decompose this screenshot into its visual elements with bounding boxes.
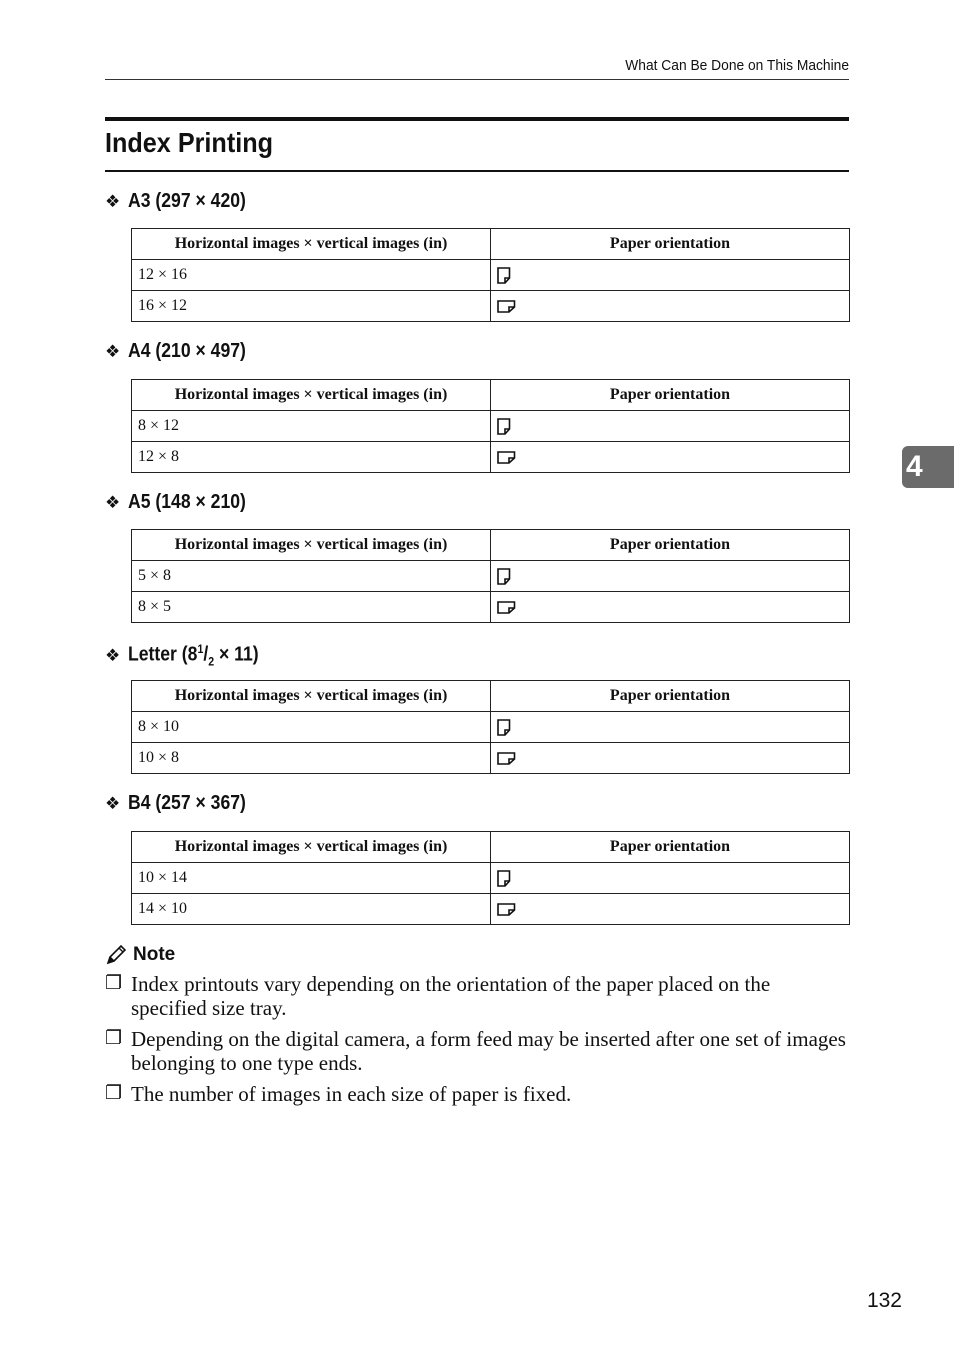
diamond-bullet-icon: ❖ — [105, 342, 121, 361]
section-heading-text: B4 (257 × 367) — [128, 792, 247, 814]
portrait-paper-icon — [497, 568, 511, 585]
table-row — [132, 291, 850, 322]
list-item — [105, 972, 849, 1020]
orientation-cell — [491, 894, 850, 925]
section-heading-b4 — [105, 792, 262, 815]
fraction-numerator: 1 — [197, 642, 204, 656]
size-table-a4 — [131, 379, 850, 473]
size-cell: 10 × 8 — [132, 743, 491, 774]
section-heading-letter — [105, 642, 277, 669]
diamond-bullet-icon: ❖ — [105, 192, 121, 211]
landscape-paper-icon — [497, 451, 516, 464]
orientation-cell — [491, 561, 850, 592]
header-images: Horizontal images × vertical images (in) — [132, 530, 491, 561]
table-row — [132, 894, 850, 925]
header-images: Horizontal images × vertical images (in) — [132, 681, 491, 712]
portrait-paper-icon — [497, 418, 511, 435]
table-row — [132, 442, 850, 473]
size-table-letter — [131, 680, 850, 774]
size-cell: 12 × 16 — [132, 260, 491, 291]
header-images: Horizontal images × vertical images (in) — [132, 832, 491, 863]
table-row — [132, 561, 850, 592]
note-list — [105, 972, 849, 1113]
landscape-paper-icon — [497, 903, 516, 916]
size-cell: 16 × 12 — [132, 291, 491, 322]
section-heading-a3 — [105, 190, 262, 213]
orientation-cell — [491, 442, 850, 473]
header-orientation: Paper orientation — [491, 832, 850, 863]
orientation-cell — [491, 411, 850, 442]
size-cell: 8 × 12 — [132, 411, 491, 442]
heading-suffix: × 11) — [214, 643, 259, 666]
table-row — [132, 863, 850, 894]
size-table-a5 — [131, 529, 850, 623]
list-item — [105, 1082, 849, 1106]
table-row — [132, 411, 850, 442]
running-header: What Can Be Done on This Machine — [625, 57, 849, 74]
diamond-bullet-icon: ❖ — [105, 645, 121, 665]
pencil-icon — [105, 944, 127, 966]
section-heading-text: A4 (210 × 497) — [128, 340, 247, 362]
size-cell: 10 × 14 — [132, 863, 491, 894]
table-row — [132, 592, 850, 623]
orientation-cell — [491, 743, 850, 774]
landscape-paper-icon — [497, 601, 516, 614]
note-heading-text: Note — [133, 944, 176, 965]
fraction-slash: / — [203, 643, 209, 666]
orientation-cell — [491, 260, 850, 291]
table-header-row — [132, 832, 850, 863]
section-heading-text: A5 (148 × 210) — [128, 491, 247, 513]
note-text: Index printouts vary depending on the orientation of the paper placed on the specified size tray. — [131, 972, 771, 1020]
size-table-b4 — [131, 831, 850, 925]
header-orientation: Paper orientation — [491, 380, 850, 411]
title-rule-top — [105, 117, 849, 121]
header-orientation: Paper orientation — [491, 530, 850, 561]
page-title: Index Printing — [105, 127, 274, 158]
section-heading-text — [128, 642, 259, 669]
chapter-tab: 4 — [902, 446, 954, 488]
size-cell: 12 × 8 — [132, 442, 491, 473]
orientation-cell — [491, 712, 850, 743]
checkbox-bullet-icon: ❐ — [105, 1083, 123, 1104]
note-heading — [105, 944, 175, 966]
table-row — [132, 743, 850, 774]
note-text: The number of images in each size of paper is fixed. — [131, 1082, 572, 1106]
header-orientation: Paper orientation — [491, 681, 850, 712]
fraction-denominator: 2 — [208, 654, 215, 669]
table-header-row — [132, 380, 850, 411]
table-header-row — [132, 681, 850, 712]
section-heading-a4 — [105, 340, 262, 363]
header-images: Horizontal images × vertical images (in) — [132, 380, 491, 411]
section-heading-text: A3 (297 × 420) — [128, 190, 247, 212]
table-header-row — [132, 229, 850, 260]
orientation-cell — [491, 592, 850, 623]
note-text: Depending on the digital camera, a form feed may be inserted after one set of images belonging to one type ends. — [131, 1027, 846, 1075]
diamond-bullet-icon: ❖ — [105, 794, 121, 813]
header-images: Horizontal images × vertical images (in) — [132, 229, 491, 260]
checkbox-bullet-icon: ❐ — [105, 973, 123, 994]
orientation-cell — [491, 863, 850, 894]
table-header-row — [132, 530, 850, 561]
size-cell: 14 × 10 — [132, 894, 491, 925]
list-item — [105, 1027, 849, 1075]
heading-prefix: Letter (8 — [128, 643, 198, 666]
header-orientation: Paper orientation — [491, 229, 850, 260]
table-row — [132, 712, 850, 743]
size-cell: 8 × 10 — [132, 712, 491, 743]
size-cell: 8 × 5 — [132, 592, 491, 623]
landscape-paper-icon — [497, 752, 516, 765]
page-number: 132 — [866, 1289, 902, 1312]
portrait-paper-icon — [497, 870, 511, 887]
title-rule-bottom — [105, 170, 849, 172]
portrait-paper-icon — [497, 267, 511, 284]
checkbox-bullet-icon: ❐ — [105, 1028, 123, 1049]
header-rule — [105, 79, 849, 80]
diamond-bullet-icon: ❖ — [105, 493, 121, 512]
size-cell: 5 × 8 — [132, 561, 491, 592]
orientation-cell — [491, 291, 850, 322]
size-table-a3 — [131, 228, 850, 322]
portrait-paper-icon — [497, 719, 511, 736]
table-row — [132, 260, 850, 291]
landscape-paper-icon — [497, 300, 516, 313]
section-heading-a5 — [105, 491, 262, 514]
